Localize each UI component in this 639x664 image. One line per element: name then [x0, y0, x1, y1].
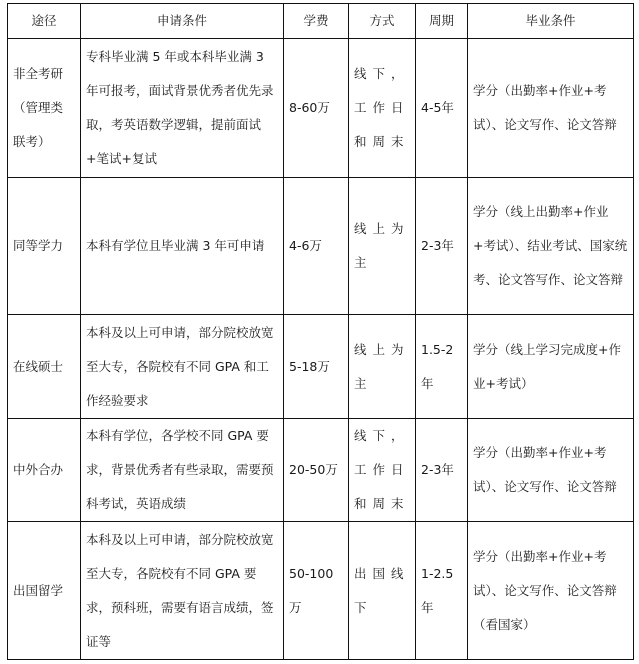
cell-tuition: 20-50万	[284, 419, 349, 522]
cell-duration: 2-3年	[416, 419, 468, 522]
cell-path: 非全考研（管理类联考）	[8, 39, 81, 178]
header-requirements: 申请条件	[81, 4, 284, 39]
cell-mode: 线下，工作日和周末	[349, 419, 416, 522]
cell-tuition: 50-100万	[284, 522, 349, 660]
comparison-table	[7, 3, 634, 660]
cell-path: 中外合办	[8, 419, 81, 522]
table-row	[8, 522, 634, 660]
cell-mode: 线上为主	[349, 178, 416, 315]
cell-graduation: 学分（出勤率+作业+考试）、论文写作、论文答辩	[468, 39, 634, 178]
cell-duration: 4-5年	[416, 39, 468, 178]
cell-tuition: 5-18万	[284, 315, 349, 419]
header-duration: 周期	[416, 4, 468, 39]
cell-requirements: 本科及以上可申请，部分院校放宽至大专，各院校有不同 GPA 和工作经验要求	[81, 315, 284, 419]
header-mode: 方式	[349, 4, 416, 39]
cell-graduation: 学分（线上学习完成度+作业+考试）	[468, 315, 634, 419]
cell-requirements: 本科有学位且毕业满 3 年可申请	[81, 178, 284, 315]
cell-tuition: 8-60万	[284, 39, 349, 178]
header-path: 途径	[8, 4, 81, 39]
table-row	[8, 315, 634, 419]
cell-duration: 1-2.5年	[416, 522, 468, 660]
cell-graduation: 学分（线上出勤率+作业+考试）、结业考试、国家统考、论文答写作、论文答辩	[468, 178, 634, 315]
cell-graduation: 学分（出勤率+作业+考试）、论文写作、论文答辩	[468, 419, 634, 522]
cell-mode: 出国线下	[349, 522, 416, 660]
header-row	[8, 4, 634, 39]
table-row	[8, 39, 634, 178]
cell-requirements: 本科及以上可申请，部分院校放宽至大专，各院校有不同 GPA 要求，预科班，需要有语言成绩，签证等	[81, 522, 284, 660]
cell-path: 在线硕士	[8, 315, 81, 419]
header-tuition: 学费	[284, 4, 349, 39]
table-row	[8, 419, 634, 522]
cell-mode: 线下，工作日和周末	[349, 39, 416, 178]
cell-graduation: 学分（出勤率+作业+考试）、论文写作、论文答辩（看国家）	[468, 522, 634, 660]
table-row	[8, 178, 634, 315]
cell-tuition: 4-6万	[284, 178, 349, 315]
header-graduation: 毕业条件	[468, 4, 634, 39]
cell-duration: 2-3年	[416, 178, 468, 315]
cell-requirements: 专科毕业满 5 年或本科毕业满 3 年可报考，面试背景优秀者优先录取，考英语数学逻辑，提前面试+笔试+复试	[81, 39, 284, 178]
cell-mode: 线上为主	[349, 315, 416, 419]
cell-path: 出国留学	[8, 522, 81, 660]
cell-duration: 1.5-2年	[416, 315, 468, 419]
cell-path: 同等学力	[8, 178, 81, 315]
cell-requirements: 本科有学位，各学校不同 GPA 要求，背景优秀者有些录取，需要预科考试，英语成绩	[81, 419, 284, 522]
